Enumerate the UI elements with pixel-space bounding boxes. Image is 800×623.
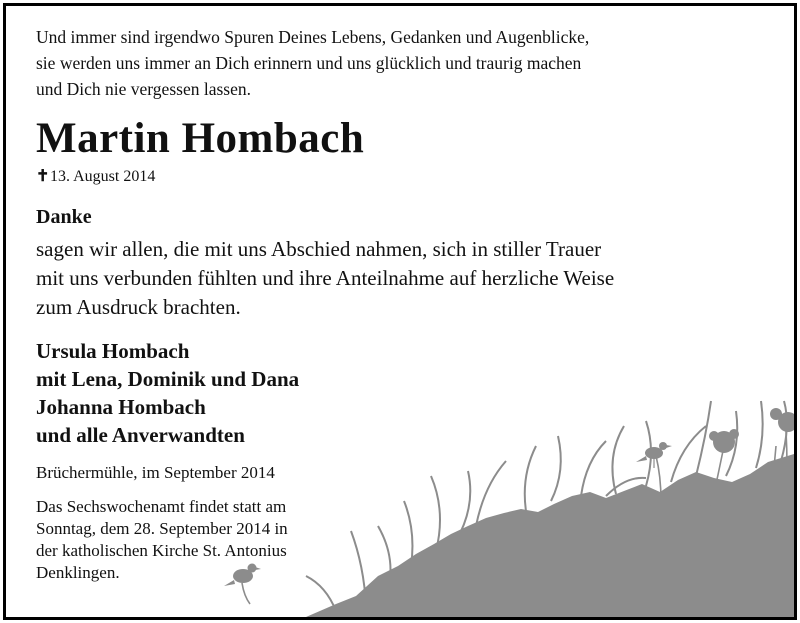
family-line: und alle Anverwandten (36, 423, 245, 447)
death-date: 13. August 2014 (50, 168, 156, 185)
service-line: Das Sechswochenamt findet statt am (36, 497, 287, 516)
thanks-line: sagen wir allen, die mit uns Abschied nahmen, sich in stiller Trauer (36, 237, 602, 261)
verse-line: und Dich nie vergessen lassen. (36, 79, 251, 99)
thanks-heading: Danke (36, 206, 92, 228)
cross-icon: ✝ (36, 168, 50, 185)
verse-line: sie werden uns immer an Dich erinnern und uns glücklich und traurig machen (36, 53, 582, 73)
family-line: Johanna Hombach (36, 395, 206, 419)
meadow-bird-silhouette-illustration (6, 6, 794, 617)
flower-head (729, 429, 739, 439)
flower-head (770, 408, 782, 420)
service-line: Sonntag, dem 28. September 2014 in (36, 519, 288, 538)
service-line: der katholischen Kirche St. Antonius (36, 541, 287, 560)
obituary-card (3, 3, 797, 620)
grass-ground (306, 454, 794, 617)
place-date: Brüchermühle, im September 2014 (36, 463, 275, 482)
family-line: Ursula Hombach (36, 339, 190, 363)
thanks-line: zum Ausdruck brachten. (36, 295, 241, 319)
verse-line: Und immer sind irgendwo Spuren Deines Lebens, Gedanken und Augenblicke, (36, 27, 590, 47)
bird-lower (224, 564, 261, 587)
flower-head (709, 431, 719, 441)
deceased-name: Martin Hombach (36, 115, 365, 162)
flower-head (754, 485, 782, 513)
thanks-line: mit uns verbunden fühlten und ihre Anteilnahme auf herzliche Weise (36, 266, 615, 290)
family-line: mit Lena, Dominik und Dana (36, 367, 300, 391)
service-line: Denklingen. (36, 563, 120, 582)
